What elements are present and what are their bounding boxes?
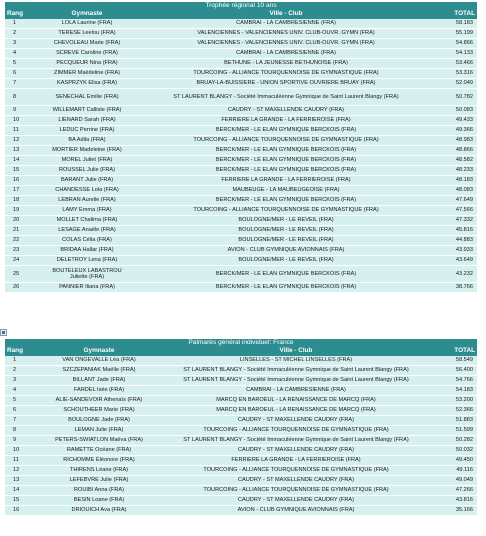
gymnast-cell: BRIDAA Hallar (FRA) — [41, 246, 133, 256]
table-row — [5, 216, 477, 226]
total-cell: 53.316 — [439, 69, 477, 79]
club-cell: CAUDRY - ST MAXELLENDE CAUDRY (FRA) — [153, 416, 439, 426]
club-cell: ST LAURENT BLANGY - Société Immaculéenne Gymnique de Saint Laurent Blangy (FRA) — [133, 89, 439, 106]
rank-cell: 1 — [5, 19, 41, 29]
rank-cell: 20 — [5, 216, 41, 226]
gymnast-cell: ZIMMER Maëdeline (FRA) — [41, 69, 133, 79]
total-cell: 48.983 — [439, 136, 477, 146]
table-row — [5, 246, 477, 256]
table-title: Palmarès général individuel: France — [5, 339, 477, 347]
table-row — [5, 206, 477, 216]
header-total: TOTAL — [439, 347, 477, 356]
club-cell: CAUDRY - ST MAXELLENDE CAUDRY (FRA) — [133, 106, 439, 116]
rank-cell: 10 — [5, 116, 41, 126]
rank-cell: 3 — [5, 376, 45, 386]
gymnast-cell: PETERS-SWIATLON Maëva (FRA) — [45, 436, 153, 446]
gymnast-cell: LEMAN Julie (FRA) — [45, 426, 153, 436]
total-cell: 47.649 — [439, 196, 477, 206]
header-club: Ville - Club — [153, 347, 439, 356]
rank-cell: 13 — [5, 146, 41, 156]
club-cell: LINSELLES - ST MICHEL LINSELLES (FRA) — [153, 356, 439, 366]
gymnast-cell: COLAS Célia (FRA) — [41, 236, 133, 246]
rank-cell: 3 — [5, 39, 41, 49]
club-cell: BOULOGNE/MER - LE REVEIL (FRA) — [133, 256, 439, 266]
rank-cell: 23 — [5, 246, 41, 256]
total-cell: 43.816 — [439, 496, 477, 506]
table-row — [5, 49, 477, 59]
table-row — [5, 226, 477, 236]
header-rank: Rang — [5, 347, 45, 356]
table-row — [5, 136, 477, 146]
table-row — [5, 256, 477, 266]
club-cell: BERCK/MER - LE ELAN GYMNIQUE BERCKOIS (FRA) — [133, 283, 439, 293]
club-cell: ST LAURENT BLANGY - Société Immaculéenne Gymnique de Saint Laurent Blangy (FRA) — [153, 366, 439, 376]
gymnast-cell: PECQUEUR Nina (FRA) — [41, 59, 133, 69]
table-row — [5, 89, 477, 106]
club-cell: ST LAURENT BLANGY - Société Immaculéenne Gymnique de Saint Laurent Blangy (FRA) — [153, 376, 439, 386]
table-row — [5, 59, 477, 69]
total-cell: 52.049 — [439, 79, 477, 89]
total-cell: 52.366 — [439, 406, 477, 416]
total-cell: 50.032 — [439, 446, 477, 456]
club-cell: TOURCOING - ALLIANCE TOURQUENNOISE DE GYMNASTIQUE (FRA) — [133, 206, 439, 216]
total-cell: 44.883 — [439, 236, 477, 246]
rank-cell: 26 — [5, 283, 41, 293]
gymnast-cell: LIENARD Sarah (FRA) — [41, 116, 133, 126]
gymnast-cell: MOREL Juliet (FRA) — [41, 156, 133, 166]
gymnast-cell: CHEVOLEAU Marie (FRA) — [41, 39, 133, 49]
table-body — [5, 19, 477, 293]
rank-cell: 21 — [5, 226, 41, 236]
table-row — [5, 426, 477, 436]
rank-cell: 16 — [5, 176, 41, 186]
rank-cell: 14 — [5, 156, 41, 166]
gymnast-cell: RICHOMME Éléonore (FRA) — [45, 456, 153, 466]
gymnast-cell: BOULOGNE Jade (FRA) — [45, 416, 153, 426]
table-row — [5, 29, 477, 39]
total-cell: 50.282 — [439, 436, 477, 446]
header-club: Ville - Club — [133, 10, 439, 19]
total-cell: 49.450 — [439, 456, 477, 466]
rank-cell: 1 — [5, 356, 45, 366]
table-title-row — [5, 2, 477, 10]
gymnast-cell: LAMY Emma (FRA) — [41, 206, 133, 216]
rank-cell: 10 — [5, 446, 45, 456]
total-cell: 54.183 — [439, 386, 477, 396]
total-cell: 54.866 — [439, 39, 477, 49]
header-rank: Rang — [5, 10, 41, 19]
club-cell: CAMBRAI - LA CAMBRESIENNE (FRA) — [153, 386, 439, 396]
club-cell: CAMBRAI - LA CAMBRESIENNE (FRA) — [133, 19, 439, 29]
rank-cell: 14 — [5, 486, 45, 496]
club-cell: BERCK/MER - LE ELAN GYMNIQUE BERCKOIS (FRA) — [133, 266, 439, 283]
club-cell: FERRIERE LA GRANDE - LA FERRIEROISE (FRA) — [133, 116, 439, 126]
gymnast-cell: SZCZEPANIAK Maëlle (FRA) — [45, 366, 153, 376]
rank-cell: 8 — [5, 426, 45, 436]
club-cell: BOULOGNE/MER - LE REVEIL (FRA) — [133, 216, 439, 226]
total-cell: 35.166 — [439, 506, 477, 516]
table-row — [5, 456, 477, 466]
gymnast-cell: BESIN Loane (FRA) — [45, 496, 153, 506]
rank-cell: 2 — [5, 366, 45, 376]
rank-cell: 12 — [5, 466, 45, 476]
table-row — [5, 406, 477, 416]
total-cell: 56.400 — [439, 366, 477, 376]
club-cell: MAUBEUGE - LA MAUBEUGEOISE (FRA) — [133, 186, 439, 196]
club-cell: TOURCOING - ALLIANCE TOURQUENNOISE DE GYMNASTIQUE (FRA) — [153, 426, 439, 436]
gymnast-cell: MOLLET Chalima (FRA) — [41, 216, 133, 226]
rank-cell: 7 — [5, 416, 45, 426]
table-row — [5, 356, 477, 366]
total-cell: 58.183 — [439, 19, 477, 29]
table-row — [5, 156, 477, 166]
table-row — [5, 466, 477, 476]
gymnast-cell: LEBRAN Aurelie (FRA) — [41, 196, 133, 206]
club-cell: TOURCOING - ALLIANCE TOURQUENNOISE DE GYMNASTIQUE (FRA) — [133, 69, 439, 79]
table-row — [5, 196, 477, 206]
gymnast-cell: DELETROY Lena (FRA) — [41, 256, 133, 266]
table-row — [5, 19, 477, 29]
gymnast-cell: LOLA Laurine (FRA) — [41, 19, 133, 29]
results-table — [5, 339, 477, 516]
table-row — [5, 236, 477, 246]
rank-cell: 9 — [5, 106, 41, 116]
rank-cell: 24 — [5, 256, 41, 266]
club-cell: TOURCOING - ALLIANCE TOURQUENNOISE DE GYMNASTIQUE (FRA) — [153, 466, 439, 476]
table-row — [5, 486, 477, 496]
header-total: TOTAL — [439, 10, 477, 19]
total-cell: 47.266 — [439, 486, 477, 496]
rank-cell: 5 — [5, 396, 45, 406]
table-row — [5, 116, 477, 126]
rank-cell: 25 — [5, 266, 41, 283]
total-cell: 43.933 — [439, 246, 477, 256]
total-cell: 45.816 — [439, 226, 477, 236]
gymnast-cell: BILLANT Jade (FRA) — [45, 376, 153, 386]
gymnast-cell: ROUSSEL Julie (FRA) — [41, 166, 133, 176]
table-row — [5, 79, 477, 89]
gymnast-cell: TERESE Leelou (FRA) — [41, 29, 133, 39]
table-row — [5, 39, 477, 49]
table-header-row — [5, 347, 477, 356]
rank-cell: 13 — [5, 476, 45, 486]
gymnast-cell: SCREVE Caroline (FRA) — [41, 49, 133, 59]
club-cell: AVION - CLUB GYMNIQUE AVIONNAIS (FRA) — [133, 246, 439, 256]
club-cell: BERCK/MER - LE ELAN GYMNIQUE BERCKOIS (FRA) — [133, 156, 439, 166]
total-cell: 49.116 — [439, 466, 477, 476]
table-row — [5, 386, 477, 396]
rank-cell: 19 — [5, 206, 41, 216]
rank-cell: 18 — [5, 196, 41, 206]
club-cell: VALENCIENNES - VALENCIENNES UNIV. CLUB-OUVR. GYMN (FRA) — [133, 39, 439, 49]
club-cell: BRUAY-LA-BUISSIERE - UNION SPORTIVE OUVRIERE BRUAY (FRA) — [133, 79, 439, 89]
gymnast-cell: CHANDESSE Lola (FRA) — [41, 186, 133, 196]
total-cell: 48.233 — [439, 166, 477, 176]
club-cell: CAUDRY - ST MAXELLENDE CAUDRY (FRA) — [153, 446, 439, 456]
total-cell: 47.566 — [439, 206, 477, 216]
total-cell: 51.883 — [439, 416, 477, 426]
rank-cell: 4 — [5, 49, 41, 59]
club-cell: MARCQ EN BAROEUL - LA RENAISSANCE DE MARCQ (FRA) — [153, 396, 439, 406]
table-row — [5, 186, 477, 196]
rank-cell: 16 — [5, 506, 45, 516]
rank-cell: 22 — [5, 236, 41, 246]
total-cell: 54.766 — [439, 376, 477, 386]
club-cell: BOULOGNE/MER - LE REVEIL (FRA) — [133, 226, 439, 236]
rank-cell: 15 — [5, 166, 41, 176]
total-cell: 58.549 — [439, 356, 477, 366]
gymnast-cell: BA Adila (FRA) — [41, 136, 133, 146]
total-cell: 54.133 — [439, 49, 477, 59]
rank-cell: 11 — [5, 456, 45, 466]
club-cell: CAMBRAI - LA CAMBRESIENNE (FRA) — [133, 49, 439, 59]
club-cell: CAUDRY - ST MAXELLENDE CAUDRY (FRA) — [153, 476, 439, 486]
results-table — [5, 2, 477, 293]
results-table-palmares — [5, 339, 477, 516]
total-cell: 53.200 — [439, 396, 477, 406]
table-row — [5, 436, 477, 446]
table-row — [5, 366, 477, 376]
club-cell: BERCK/MER - LE ELAN GYMNIQUE BERCKOIS (FRA) — [133, 196, 439, 206]
club-cell: AVION - CLUB GYMNIQUE AVIONNAIS (FRA) — [153, 506, 439, 516]
club-cell: BOULOGNE/MER - LE REVEIL (FRA) — [133, 236, 439, 246]
gymnast-cell: PANNIER Iliana (FRA) — [41, 283, 133, 293]
table-row — [5, 496, 477, 506]
table-row — [5, 506, 477, 516]
table-body — [5, 356, 477, 516]
table-row — [5, 106, 477, 116]
gymnast-cell: FARDEL Isée (FRA) — [45, 386, 153, 396]
table-row — [5, 476, 477, 486]
total-cell: 47.332 — [439, 216, 477, 226]
rank-cell: 11 — [5, 126, 41, 136]
gymnast-cell: ALIE-SANDEVOIR Athenaïs (FRA) — [45, 396, 153, 406]
results-table-trophee — [5, 2, 477, 293]
total-cell: 49.049 — [439, 476, 477, 486]
header-name: Gymnaste — [45, 347, 153, 356]
table-row — [5, 416, 477, 426]
gymnast-cell: RAMETTE Océane (FRA) — [45, 446, 153, 456]
table-row — [5, 283, 477, 293]
rank-cell: 2 — [5, 29, 41, 39]
gymnast-cell: VAN ONGEVALLE Léa (FRA) — [45, 356, 153, 366]
total-cell: 38.766 — [439, 283, 477, 293]
total-cell: 48.866 — [439, 146, 477, 156]
total-cell: 50.782 — [439, 89, 477, 106]
gymnast-cell: KASPRZYK Elisa (FRA) — [41, 79, 133, 89]
club-cell: CAUDRY - ST MAXELLENDE CAUDRY (FRA) — [153, 496, 439, 506]
total-cell: 48.183 — [439, 176, 477, 186]
rank-cell: 7 — [5, 79, 41, 89]
rank-cell: 17 — [5, 186, 41, 196]
gymnast-cell: WILLEMART Calliste (FRA) — [41, 106, 133, 116]
total-cell: 49.366 — [439, 126, 477, 136]
rank-cell: 15 — [5, 496, 45, 506]
table-row — [5, 396, 477, 406]
total-cell: 43.649 — [439, 256, 477, 266]
table-row — [5, 266, 477, 283]
table-title: Trophée régional 10 ans — [5, 2, 477, 10]
gymnast-cell: LEFEBVRE Julie (FRA) — [45, 476, 153, 486]
club-cell: TOURCOING - ALLIANCE TOURQUENNOISE DE GYMNASTIQUE (FRA) — [153, 486, 439, 496]
gymnast-cell: LESAGE Anaële (FRA) — [41, 226, 133, 236]
rank-cell: 12 — [5, 136, 41, 146]
table-row — [5, 146, 477, 156]
gymnast-cell: LEDUC Perrine (FRA) — [41, 126, 133, 136]
total-cell: 55.199 — [439, 29, 477, 39]
header-name: Gymnaste — [41, 10, 133, 19]
club-cell: MARCQ EN BAROEUL - LA RENAISSANCE DE MARCQ (FRA) — [153, 406, 439, 416]
total-cell: 53.466 — [439, 59, 477, 69]
gymnast-cell: BOUTELEUX LABASTROU Juliette (FRA) — [41, 266, 133, 283]
gymnast-cell: ROUIBI Anna (FRA) — [45, 486, 153, 496]
gymnast-cell: THIRENS Léane (FRA) — [45, 466, 153, 476]
total-cell: 50.083 — [439, 106, 477, 116]
club-cell: FERRIERE LA GRANDE - LA FERRIEROISE (FRA) — [153, 456, 439, 466]
total-cell: 43.232 — [439, 266, 477, 283]
rank-cell: 9 — [5, 436, 45, 446]
table-row — [5, 176, 477, 186]
table-row — [5, 446, 477, 456]
club-cell: BERCK/MER - LE ELAN GYMNIQUE BERCKOIS (FRA) — [133, 166, 439, 176]
table-row — [5, 166, 477, 176]
table-row — [5, 126, 477, 136]
total-cell: 49.433 — [439, 116, 477, 126]
club-cell: BERCK/MER - LE ELAN GYMNIQUE BERCKOIS (FRA) — [133, 146, 439, 156]
rank-cell: 5 — [5, 59, 41, 69]
gymnast-cell: SCHOUTHEER Marie (FRA) — [45, 406, 153, 416]
table-header-row — [5, 10, 477, 19]
club-cell: ST LAURENT BLANGY - Société Immaculéenne Gymnique de Saint Laurent Blangy (FRA) — [153, 436, 439, 446]
club-cell: VALENCIENNES - VALENCIENNES UNIV. CLUB-OUVR. GYMN (FRA) — [133, 29, 439, 39]
gymnast-cell: BARANT Julie (FRA) — [41, 176, 133, 186]
rank-cell: 8 — [5, 89, 41, 106]
rank-cell: 4 — [5, 386, 45, 396]
rank-cell: 6 — [5, 406, 45, 416]
total-cell: 48.582 — [439, 156, 477, 166]
club-cell: BETHUNE - LA JEUNESSE BETHUNOISE (FRA) — [133, 59, 439, 69]
gymnast-cell: MORTIER Madeleine (FRA) — [41, 146, 133, 156]
total-cell: 51.599 — [439, 426, 477, 436]
gymnast-cell: SENECHAL Emilie (FRA) — [41, 89, 133, 106]
rank-cell: 6 — [5, 69, 41, 79]
club-cell: BERCK/MER - LE ELAN GYMNIQUE BERCKOIS (FRA) — [133, 126, 439, 136]
club-cell: FERRIERE LA GRANDE - LA FERRIEROISE (FRA) — [133, 176, 439, 186]
table-row — [5, 376, 477, 386]
total-cell: 48.083 — [439, 186, 477, 196]
gymnast-cell: DRIOUICH Ava (FRA) — [45, 506, 153, 516]
club-cell: TOURCOING - ALLIANCE TOURQUENNOISE DE GYMNASTIQUE (FRA) — [133, 136, 439, 146]
broken-image-icon — [0, 329, 7, 336]
table-title-row — [5, 339, 477, 347]
table-row — [5, 69, 477, 79]
